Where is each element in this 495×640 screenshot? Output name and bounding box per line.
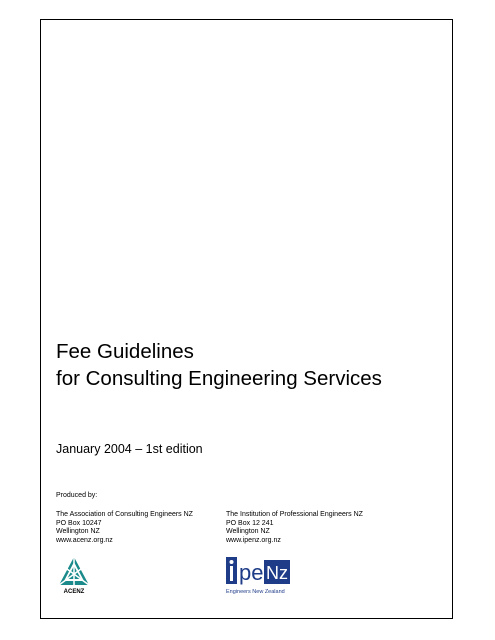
acenz-logo-icon — [57, 555, 91, 595]
org-website[interactable]: www.ipenz.org.nz — [226, 536, 281, 544]
org-name: The Association of Consulting Engineers NZ — [56, 511, 193, 518]
svg-text:ACENZ: ACENZ — [63, 589, 85, 595]
ipenz-logo-icon — [226, 557, 298, 597]
org-website[interactable]: www.acenz.org.nz — [56, 536, 113, 544]
organisation-acenz — [56, 511, 193, 545]
org-city: Wellington NZ — [226, 528, 270, 536]
title-line-2: for Consulting Engineering Services — [56, 367, 382, 390]
org-name: The Institution of Professional Engineers NZ — [226, 511, 363, 518]
org-po-box: PO Box 12 241 — [226, 519, 274, 527]
edition-label: January 2004 – 1st edition — [56, 442, 203, 456]
produced-by-label: Produced by: — [56, 492, 98, 499]
svg-text:Engineers New Zealand: Engineers New Zealand — [226, 589, 285, 595]
org-po-box: PO Box 10247 — [56, 519, 102, 527]
svg-text:Nz: Nz — [266, 563, 288, 583]
document-title — [56, 338, 382, 392]
title-line-1: Fee Guidelines — [56, 340, 194, 363]
org-city: Wellington NZ — [56, 528, 100, 536]
svg-text:pe: pe — [239, 560, 264, 585]
organisation-ipenz — [226, 511, 363, 545]
